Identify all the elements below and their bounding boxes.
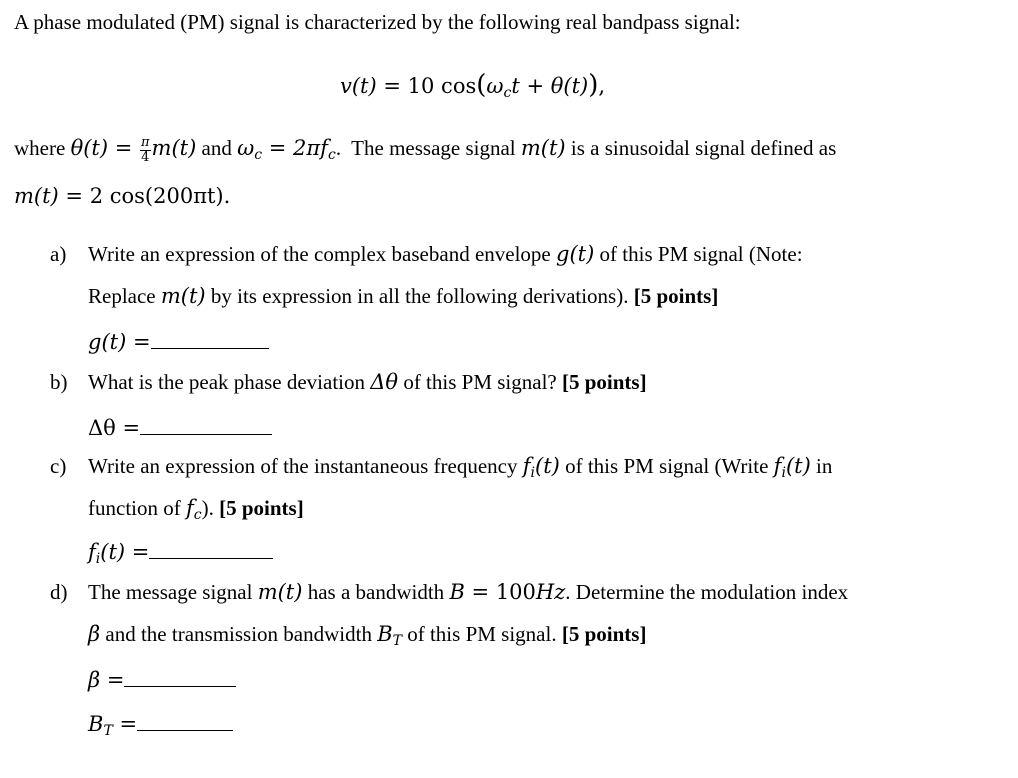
part-a-label: a) bbox=[50, 242, 67, 266]
part-a-line-2 bbox=[88, 286, 718, 307]
part-c-f-arg: (t) bbox=[535, 454, 560, 478]
part-d-text: The message signal bbox=[88, 580, 258, 604]
eq-paren-close: ) bbox=[588, 70, 599, 100]
omega-c-sub: c bbox=[254, 146, 263, 163]
part-a-answer-lhs: g(t) = bbox=[88, 330, 151, 354]
part-d-answer-beta bbox=[88, 668, 236, 691]
part-d-m: m(t) bbox=[257, 580, 303, 604]
part-c-function-of: function of bbox=[88, 496, 186, 520]
part-d-line-2 bbox=[88, 624, 646, 648]
part-d-answer-bt bbox=[88, 712, 233, 738]
eq-lhs: v(t) bbox=[340, 74, 377, 98]
part-d-suffix: . Determine the modulation index bbox=[565, 580, 849, 604]
part-b-answer-lhs: Δθ = bbox=[88, 416, 141, 440]
intro-text bbox=[14, 12, 741, 33]
theta-rhs: m(t) bbox=[151, 135, 197, 160]
part-a-line2-suffix: by its expression in all the following derivations). bbox=[205, 284, 634, 308]
part-c-suffix: in bbox=[810, 454, 833, 478]
omega-rhs-sub: c bbox=[327, 146, 336, 163]
part-c-line2-suffix: ). bbox=[201, 496, 220, 520]
part-b-points: [5 points] bbox=[561, 370, 647, 394]
omega-c: ω bbox=[237, 135, 255, 160]
part-c-fc-sub: c bbox=[193, 507, 202, 523]
eq-omega-sub: c bbox=[503, 85, 512, 101]
part-c-text: Write an expression of the instantaneous frequency bbox=[88, 454, 523, 478]
part-a-suffix: of this PM signal (Note: bbox=[594, 242, 803, 266]
part-c-answer-f: f bbox=[88, 540, 96, 564]
part-a-points: [5 points] bbox=[633, 284, 719, 308]
part-a-answer bbox=[88, 330, 269, 353]
pi-over-four-fraction bbox=[140, 136, 151, 164]
part-c-fc: f bbox=[185, 496, 194, 520]
part-b-text: What is the peak phase deviation bbox=[88, 370, 371, 394]
part-c-label: c) bbox=[50, 454, 67, 478]
part-c-answer bbox=[88, 540, 273, 566]
message-definition bbox=[14, 186, 230, 207]
part-d-eq: = 100 bbox=[464, 580, 536, 604]
part-c-f-sub: i bbox=[530, 465, 536, 481]
bandpass-signal-equation bbox=[340, 72, 605, 100]
message-symbol: m(t) bbox=[520, 135, 566, 160]
frac-den: 4 bbox=[141, 149, 150, 165]
part-b-suffix: of this PM signal? bbox=[398, 370, 562, 394]
part-b-answer bbox=[88, 416, 272, 439]
part-b-answer-blank[interactable] bbox=[140, 416, 272, 435]
part-d-line-1 bbox=[88, 582, 848, 603]
part-c-f2: f bbox=[773, 454, 782, 478]
part-c-points: [5 points] bbox=[219, 496, 304, 520]
part-a-text: Write an expression of the complex baseband envelope bbox=[88, 242, 556, 266]
part-d-points: [5 points] bbox=[561, 622, 647, 646]
part-d-mid: has a bandwidth bbox=[302, 580, 450, 604]
theta-def: θ(t) = bbox=[70, 135, 139, 160]
and-word: and bbox=[196, 135, 238, 160]
part-d-B: B bbox=[449, 580, 465, 604]
part-c-answer-lhs: (t) = bbox=[100, 540, 150, 564]
part-d-line2-mid: and the transmission bandwidth bbox=[100, 622, 378, 646]
message-def-rhs: = 2 cos(200πt). bbox=[58, 184, 231, 208]
where-word: where bbox=[14, 135, 71, 160]
part-d-line2-suffix: of this PM signal. bbox=[401, 622, 562, 646]
part-a-replace: Replace bbox=[88, 284, 161, 308]
part-c-line-1 bbox=[88, 456, 832, 480]
part-b-line-1 bbox=[88, 372, 647, 393]
eq-paren-open: ( bbox=[476, 70, 487, 100]
part-c-mid: of this PM signal (Write bbox=[559, 454, 774, 478]
part-c-f: f bbox=[522, 454, 531, 478]
part-c-f2-sub: i bbox=[781, 465, 786, 481]
frac-num: π bbox=[140, 135, 150, 150]
part-d-label: d) bbox=[50, 580, 68, 604]
part-d-answer-beta-lhs: β = bbox=[88, 668, 125, 692]
message-def-lhs: m(t) bbox=[14, 184, 59, 208]
part-d-beta: β bbox=[88, 622, 101, 646]
message-text-2: is a sinusoidal signal defined as bbox=[565, 135, 837, 160]
part-d-answer-B: B bbox=[88, 712, 104, 736]
part-d-hz: Hz bbox=[535, 580, 566, 604]
part-d-answer-bt-eq: = bbox=[112, 712, 138, 736]
part-c-answer-f-sub: i bbox=[95, 551, 101, 567]
part-c-f2-arg: (t) bbox=[785, 454, 811, 478]
where-line bbox=[14, 136, 836, 164]
eq-equals: = bbox=[376, 74, 408, 98]
part-c-line-2 bbox=[88, 498, 304, 522]
eq-comma: , bbox=[598, 74, 606, 98]
period: . bbox=[335, 135, 342, 160]
part-d-BT: B bbox=[377, 622, 393, 646]
part-a-m: m(t) bbox=[160, 284, 206, 308]
part-a-answer-blank[interactable] bbox=[151, 330, 269, 349]
part-c-answer-blank[interactable] bbox=[149, 540, 273, 559]
omega-rhs: = 2πf bbox=[262, 135, 328, 160]
part-d-answer-B-sub: T bbox=[103, 723, 113, 739]
part-a-g: g(t) bbox=[556, 242, 595, 266]
eq-omega: ω bbox=[486, 74, 504, 98]
part-d-answer-beta-blank[interactable] bbox=[124, 668, 236, 687]
part-d-answer-bt-blank[interactable] bbox=[137, 712, 233, 731]
message-text: The message signal bbox=[341, 135, 521, 160]
part-b-label: b) bbox=[50, 370, 68, 394]
intro-sentence: A phase modulated (PM) signal is characterized by the following real bandpass signal: bbox=[14, 10, 741, 34]
part-b-delta-theta: Δθ bbox=[370, 370, 399, 394]
eq-inner: t + θ(t) bbox=[511, 74, 589, 98]
part-a-line-1 bbox=[88, 244, 803, 265]
eq-amplitude-cos: 10 cos bbox=[407, 74, 477, 98]
part-d-BT-sub: T bbox=[392, 633, 402, 649]
